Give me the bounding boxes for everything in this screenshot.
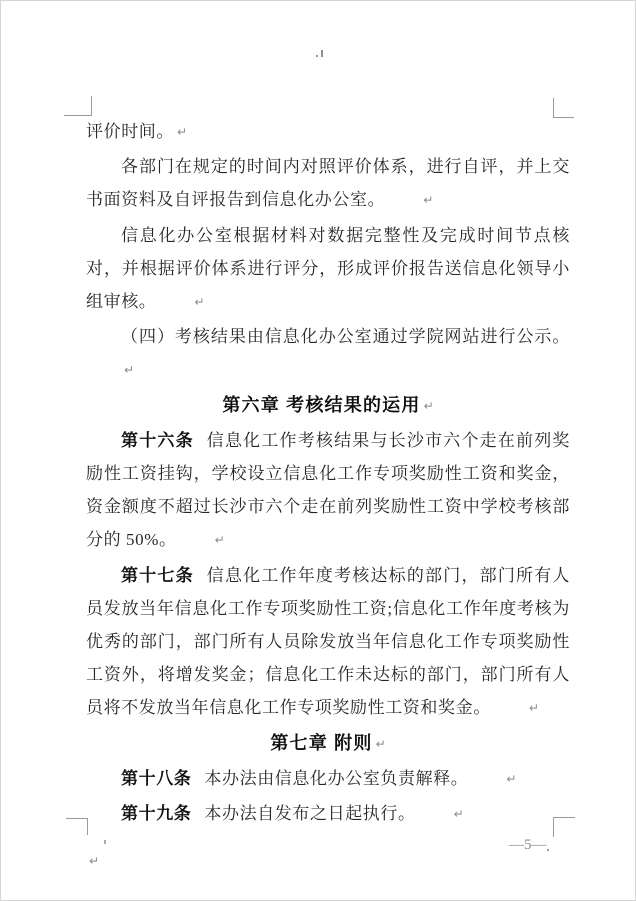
paragraph-mark-icon: ↵ [528,701,539,716]
paragraph [86,424,570,559]
paragraph-mark-icon: ↵ [506,771,517,786]
paragraph-text: 各部门在规定的时间内对照评价体系，进行自评，并上交书面资料及自评报告到信息化办公室。 [86,157,570,210]
paragraph-text: （四）考核结果由信息化办公室通过学院网站进行公示。 [121,327,570,347]
paragraph-text: 信息化工作年度考核达标的部门，部门所有人员发放当年信息化工作专项奖励性工资;信息化工作年度考核为优秀的部门，部门所有人员除发放当年信息化工作专项奖励性工资外，将增发奖金；信息化工作未达标的部门，部门所有人员将不发放当年信息化工作专项奖励性工资和奖金。 [86,565,570,718]
crop-mark-bottom-left-icon [66,818,88,835]
paragraph [86,762,570,797]
paragraph-mark-icon: ↵ [89,854,100,869]
paragraph-text: 评价时间。 [86,122,174,141]
paragraph [86,559,570,727]
paragraph-mark-icon: ↵ [453,807,464,822]
paragraph-mark-icon: ↵ [423,398,434,413]
paragraph-mark-icon: ↵ [423,193,434,208]
paragraph-text: 信息化工作考核结果与长沙市六个走在前列奖励性工资挂钩，学校设立信息化工作专项奖励性工资和奖金，资金额度不超过长沙市六个走在前列奖励性工资中学校考核部分的 50%。 [86,430,570,550]
paragraph-mark-icon: ↵ [194,295,205,310]
chapter-heading [86,389,570,424]
paragraph-text: 本办法自发布之日起执行。 [204,804,416,824]
paragraph-text: 本办法由信息化办公室负责解释。 [204,768,469,788]
article-number: 第十八条 [121,768,192,788]
scan-speck [316,55,318,57]
paragraph [86,115,570,150]
chapter-heading-text: 第七章 附则 [270,732,373,753]
paragraph-mark-icon: ↵ [177,125,188,139]
paragraph-mark-icon: ↵ [375,736,386,751]
page-number: —5— [509,837,547,853]
crop-mark-top-left-icon [64,96,92,116]
article-number: 第十六条 [121,430,194,450]
paragraph [86,150,570,218]
paragraph [86,320,570,388]
article-number: 第十九条 [121,804,192,824]
paragraph [86,219,570,321]
scan-speck [321,50,323,57]
chapter-heading [86,727,570,762]
paragraph-mark-icon: ↵ [124,363,135,378]
paragraph-mark-icon: ↵ [214,533,225,548]
article-number: 第十七条 [121,565,194,585]
document-body [86,115,570,879]
chapter-heading-text: 第六章 考核结果的运用 [222,394,421,415]
paragraph-text: 信息化办公室根据材料对数据完整性及完成时间节点核对，并根据评价体系进行评分，形成评价报告送信息化领导小组审核。 [86,225,570,312]
paragraph [86,797,570,832]
empty-paragraph [86,844,570,879]
